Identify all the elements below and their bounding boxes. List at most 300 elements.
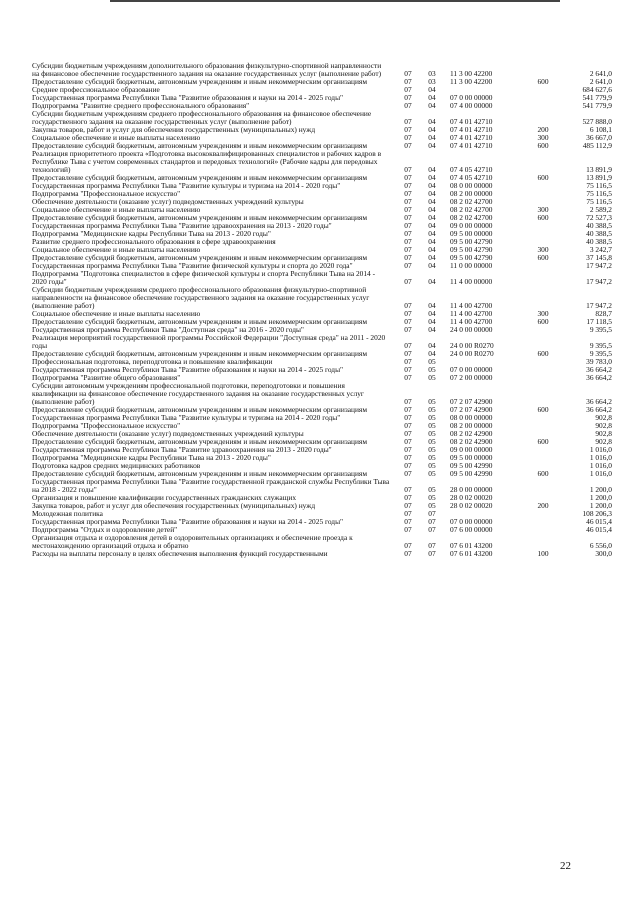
row-name: Среднее профессиональное образование <box>32 85 160 94</box>
row-subsection-code: 05 <box>428 469 436 478</box>
row-name: Предоставление субсидий бюджетным, автономным учреждениям и иным некоммерческим организациям <box>32 213 368 222</box>
row-section-code: 07 <box>404 325 412 334</box>
row-amount: 1 016,0 <box>589 445 612 454</box>
row-target-article: 07 0 00 00000 <box>450 517 493 526</box>
row-amount: 1 200,0 <box>589 501 612 510</box>
row-target-article: 07 0 00 00000 <box>450 365 493 374</box>
row-target-article: 07 4 01 42710 <box>450 133 493 142</box>
row-expense-type <box>528 150 558 174</box>
row-name: Организация и повышение квалификации государственных гражданских служащих <box>32 493 297 502</box>
row-amount: 1 200,0 <box>589 485 612 494</box>
row-name: Государственная программа Республики Тыва "Развитие культуры и туризма на 2014 - 2020 годы" <box>32 413 341 422</box>
row-name: Государственная программа Республики Тыва "Развитие образования и науки на 2014 - 2025 годы" <box>32 517 344 526</box>
row-name: Государственная программа Республики Тыва "Развитие культуры и туризма на 2014 - 2020 годы" <box>32 181 341 190</box>
row-expense-type: 600 <box>537 253 549 262</box>
row-subsection-code: 04 <box>428 205 436 214</box>
row-amount: 684 627,6 <box>582 85 612 94</box>
row-amount: 828,7 <box>595 309 612 318</box>
row-amount: 541 779,9 <box>582 101 612 110</box>
row-target-article: 08 0 00 00000 <box>450 181 493 190</box>
row-expense-type: 600 <box>537 349 549 358</box>
row-amount: 6 108,1 <box>589 125 612 134</box>
row-target-article: 08 0 00 00000 <box>450 413 493 422</box>
row-target-article: 09 5 00 42990 <box>450 469 493 478</box>
row-name: Предоставление субсидий бюджетным, автономным учреждениям и иным некоммерческим организациям <box>32 405 368 414</box>
row-target-article: 07 6 01 43200 <box>450 541 493 550</box>
row-subsection-code: 04 <box>428 277 436 286</box>
row-amount: 1 016,0 <box>589 453 612 462</box>
row-subsection-code: 07 <box>428 541 436 550</box>
row-expense-type <box>528 230 558 238</box>
row-amount: 6 556,0 <box>589 541 612 550</box>
row-section-code: 07 <box>404 125 412 134</box>
row-expense-type: 600 <box>537 405 549 414</box>
row-name: Подготовка кадров средних медицинских работников <box>32 461 201 470</box>
row-section-code: 07 <box>404 117 412 126</box>
row-target-article: 11 3 00 42200 <box>450 69 493 78</box>
row-section-code: 07 <box>404 525 412 534</box>
row-section-code: 07 <box>404 77 412 86</box>
row-target-article: 08 2 02 42700 <box>450 197 493 206</box>
row-target-article: 09 0 00 00000 <box>450 445 493 454</box>
row-section-code: 07 <box>404 453 412 462</box>
row-name: Подпрограмма "Развитие общего образования" <box>32 373 181 382</box>
row-target-article: 09 5 00 42790 <box>450 237 493 246</box>
table-row <box>32 382 612 406</box>
row-amount: 72 527,3 <box>586 213 612 222</box>
row-target-article: 28 0 00 00000 <box>450 485 493 494</box>
row-name: Предоставление субсидий бюджетным, автономным учреждениям и иным некоммерческим организациям <box>32 253 368 262</box>
row-amount: 75 116,5 <box>586 189 612 198</box>
row-target-article: 08 2 02 42700 <box>450 213 493 222</box>
row-amount: 902,8 <box>595 421 612 430</box>
row-subsection-code: 04 <box>428 325 436 334</box>
row-section-code: 07 <box>404 277 412 286</box>
row-expense-type <box>528 422 558 430</box>
row-subsection-code: 03 <box>428 69 436 78</box>
row-name: Обеспечение деятельности (оказание услуг) подведомственных учреждений культуры <box>32 429 304 438</box>
row-name: Подпрограмма "Подготовка специалистов в сфере физической культуры и спорта Республики Тыва на 2014 - 2020 годы" <box>32 269 376 286</box>
row-name: Предоставление субсидий бюджетным, автономным учреждениям и иным некоммерческим организациям <box>32 469 368 478</box>
table-row <box>32 286 612 310</box>
row-section-code: 07 <box>404 517 412 526</box>
row-expense-type <box>528 102 558 110</box>
row-name: Субсидии бюджетным учреждениям среднего профессионального образования физкультурно-спортивной направленности на финансовое обеспечение государственного задания на оказание государственных услуг (выполнение работ) <box>32 285 370 310</box>
row-subsection-code: 05 <box>428 461 436 470</box>
row-subsection-code: 04 <box>428 341 436 350</box>
row-name: Подпрограмма "Медицинские кадры Республики Тыва на 2013 - 2020 годы" <box>32 229 271 238</box>
row-subsection-code: 04 <box>428 125 436 134</box>
row-amount: 36 664,2 <box>586 397 612 406</box>
row-target-article: 11 4 00 00000 <box>450 277 493 286</box>
row-expense-type <box>528 382 558 406</box>
row-target-article: 07 4 05 42710 <box>450 173 493 182</box>
row-amount: 40 388,5 <box>586 229 612 238</box>
row-name: Государственная программа Республики Тыва "Развитие образования и науки на 2014 - 2025 годы" <box>32 93 344 102</box>
row-amount: 2 589,2 <box>589 205 612 214</box>
row-expense-type <box>528 518 558 526</box>
row-name: Субсидии бюджетным учреждениям дополнительного образования физкультурно-спортивной направленности на финансовое обеспечение государственного задания на оказание государственных услуг (выполнение работ) <box>32 61 382 78</box>
row-expense-type <box>528 270 558 286</box>
row-amount: 17 947,2 <box>586 261 612 270</box>
row-subsection-code: 05 <box>428 501 436 510</box>
row-target-article: 24 0 00 R0270 <box>450 349 494 358</box>
row-name: Предоставление субсидий бюджетным, автономным учреждениям и иным некоммерческим организациям <box>32 141 368 150</box>
budget-table <box>32 62 612 558</box>
table-row <box>32 550 612 558</box>
row-subsection-code: 04 <box>428 117 436 126</box>
row-amount: 902,8 <box>595 429 612 438</box>
row-subsection-code: 04 <box>428 197 436 206</box>
row-target-article: 07 2 07 42900 <box>450 397 493 406</box>
row-name: Закупка товаров, работ и услуг для обеспечения государственных (муниципальных) нужд <box>32 125 316 134</box>
row-name: Молодежная политика <box>32 509 103 518</box>
row-amount: 1 016,0 <box>589 461 612 470</box>
row-name: Расходы на выплаты персоналу в целях обеспечения выполнения функций государственными <box>32 549 328 558</box>
row-amount: 3 242,7 <box>589 245 612 254</box>
row-amount: 46 015,4 <box>586 525 612 534</box>
row-name: Государственная программа Республики Тыва "Развитие здравоохранения на 2013 - 2020 годы" <box>32 445 332 454</box>
row-section-code: 07 <box>404 445 412 454</box>
row-target-article: 08 2 02 42900 <box>450 437 493 446</box>
row-section-code: 07 <box>404 93 412 102</box>
row-expense-type <box>528 478 558 494</box>
row-amount: 13 891,9 <box>586 173 612 182</box>
row-name: Социальное обеспечение и иные выплаты населению <box>32 133 201 142</box>
row-section-code: 07 <box>404 469 412 478</box>
row-subsection-code: 04 <box>428 213 436 222</box>
row-section-code: 07 <box>404 549 412 558</box>
row-name: Подпрограмма "Развитие среднего профессионального образования" <box>32 101 250 110</box>
row-subsection-code: 05 <box>428 445 436 454</box>
row-target-article: 09 5 00 00000 <box>450 453 493 462</box>
row-subsection-code: 04 <box>428 309 436 318</box>
row-name: Предоставление субсидий бюджетным, автономным учреждениям и иным некоммерческим организациям <box>32 77 368 86</box>
row-section-code: 07 <box>404 197 412 206</box>
row-name: Субсидии автономным учреждениям профессиональной подготовки, переподготовки и повышения квалификации на финансовое обеспечение государственного задания на оказание государственных услуг (выполнение работ) <box>32 381 364 406</box>
row-amount: 9 395,5 <box>589 325 612 334</box>
row-target-article: 08 2 02 42900 <box>450 429 493 438</box>
row-name: Государственная программа Республики Тыва "Развитие здравоохранения на 2013 - 2020 годы" <box>32 221 332 230</box>
row-section-code: 07 <box>404 405 412 414</box>
row-subsection-code: 04 <box>428 133 436 142</box>
table-row <box>32 270 612 286</box>
top-edge-line <box>110 0 560 2</box>
table-row <box>32 502 612 510</box>
row-expense-type <box>528 222 558 230</box>
row-section-code: 07 <box>404 437 412 446</box>
row-expense-type: 600 <box>537 77 549 86</box>
row-expense-type: 600 <box>537 173 549 182</box>
table-row <box>32 534 612 550</box>
row-amount: 902,8 <box>595 413 612 422</box>
row-amount: 2 641,0 <box>589 69 612 78</box>
row-target-article: 09 5 00 42990 <box>450 461 493 470</box>
row-name: Закупка товаров, работ и услуг для обеспечения государственных (муниципальных) нужд <box>32 501 316 510</box>
row-section-code: 07 <box>404 429 412 438</box>
row-name: Государственная программа Республики Тыва "Доступная среда" на 2016 - 2020 годы" <box>32 325 304 334</box>
row-expense-type <box>528 182 558 190</box>
row-expense-type <box>528 446 558 454</box>
row-amount: 36 664,2 <box>586 373 612 382</box>
row-subsection-code: 04 <box>428 301 436 310</box>
table-row <box>32 478 612 494</box>
row-expense-type: 100 <box>537 549 549 558</box>
row-expense-type <box>528 526 558 534</box>
row-expense-type <box>528 358 558 366</box>
row-subsection-code: 05 <box>428 413 436 422</box>
row-target-article: 08 2 02 42700 <box>450 205 493 214</box>
row-name: Социальное обеспечение и иные выплаты населению <box>32 309 201 318</box>
row-section-code: 07 <box>404 501 412 510</box>
row-subsection-code: 04 <box>428 181 436 190</box>
row-target-article: 07 2 00 00000 <box>450 373 493 382</box>
row-section-code: 07 <box>404 229 412 238</box>
row-expense-type <box>528 110 558 126</box>
row-subsection-code: 05 <box>428 421 436 430</box>
row-target-article: 07 0 00 00000 <box>450 93 493 102</box>
row-section-code: 07 <box>404 413 412 422</box>
row-amount: 37 145,8 <box>586 253 612 262</box>
row-name: Субсидии бюджетным учреждениям среднего профессионального образования на финансовое обеспечение государственного задания на оказание государственных услуг (выполнение работ) <box>32 109 372 126</box>
row-target-article: 09 0 00 00000 <box>450 221 493 230</box>
row-target-article: 07 4 00 00000 <box>450 101 493 110</box>
row-name: Подпрограмма "Профессиональное искусство" <box>32 421 181 430</box>
row-expense-type: 600 <box>537 213 549 222</box>
row-subsection-code: 05 <box>428 405 436 414</box>
row-expense-type: 200 <box>537 501 549 510</box>
row-name: Подпрограмма "Профессиональное искусство" <box>32 189 181 198</box>
table-row <box>32 110 612 126</box>
row-amount: 541 779,9 <box>582 93 612 102</box>
row-target-article: 11 4 00 42700 <box>450 309 493 318</box>
row-name: Подпрограмма "Отдых и оздоровление детей" <box>32 525 178 534</box>
row-section-code: 07 <box>404 221 412 230</box>
table-row <box>32 334 612 350</box>
row-name: Государственная программа Республики Тыва "Развитие образования и науки на 2014 - 2025 годы" <box>32 365 344 374</box>
row-subsection-code: 05 <box>428 437 436 446</box>
row-target-article: 24 0 00 R0270 <box>450 341 494 350</box>
row-subsection-code: 04 <box>428 173 436 182</box>
row-name: Развитие среднего профессионального образования в сфере здравоохранения <box>32 237 276 246</box>
row-target-article: 09 5 00 42790 <box>450 245 493 254</box>
row-expense-type <box>528 366 558 374</box>
row-expense-type: 600 <box>537 141 549 150</box>
row-target-article: 07 4 01 42710 <box>450 117 493 126</box>
row-expense-type: 600 <box>537 469 549 478</box>
row-section-code: 07 <box>404 141 412 150</box>
row-amount: 485 112,9 <box>582 141 612 150</box>
row-amount: 17 947,2 <box>586 301 612 310</box>
row-subsection-code: 03 <box>428 77 436 86</box>
row-section-code: 07 <box>404 541 412 550</box>
row-target-article: 08 2 00 00000 <box>450 189 493 198</box>
row-subsection-code: 04 <box>428 253 436 262</box>
row-name: Предоставление субсидий бюджетным, автономным учреждениям и иным некоммерческим организациям <box>32 317 368 326</box>
row-section-code: 07 <box>404 509 412 518</box>
row-amount: 40 388,5 <box>586 221 612 230</box>
row-name: Профессиональная подготовка, переподготовка и повышение квалификации <box>32 357 273 366</box>
row-expense-type: 300 <box>537 133 549 142</box>
row-expense-type <box>528 262 558 270</box>
row-amount: 46 015,4 <box>586 517 612 526</box>
row-target-article: 07 2 07 42900 <box>450 405 493 414</box>
row-section-code: 07 <box>404 365 412 374</box>
row-expense-type: 200 <box>537 125 549 134</box>
row-expense-type: 600 <box>537 317 549 326</box>
row-expense-type <box>528 454 558 462</box>
row-expense-type: 600 <box>537 437 549 446</box>
row-section-code: 07 <box>404 301 412 310</box>
row-expense-type: 300 <box>537 309 549 318</box>
row-section-code: 07 <box>404 309 412 318</box>
row-section-code: 07 <box>404 261 412 270</box>
row-subsection-code: 05 <box>428 453 436 462</box>
row-section-code: 07 <box>404 349 412 358</box>
row-subsection-code: 04 <box>428 349 436 358</box>
row-subsection-code: 04 <box>428 221 436 230</box>
row-subsection-code: 05 <box>428 357 436 366</box>
row-amount: 9 395,5 <box>589 349 612 358</box>
row-section-code: 07 <box>404 85 412 94</box>
row-name: Организация отдыха и оздоровления детей в оздоровительных организациях и обеспечение проезда к местонахождению организаций отдыха и обратно <box>32 533 353 550</box>
row-section-code: 07 <box>404 493 412 502</box>
row-expense-type <box>528 190 558 198</box>
row-subsection-code: 07 <box>428 517 436 526</box>
row-target-article: 07 6 01 43200 <box>450 549 493 558</box>
row-section-code: 07 <box>404 341 412 350</box>
row-subsection-code: 05 <box>428 365 436 374</box>
row-expense-type <box>528 286 558 310</box>
row-section-code: 07 <box>404 205 412 214</box>
row-subsection-code: 07 <box>428 509 436 518</box>
row-subsection-code: 04 <box>428 237 436 246</box>
row-amount: 75 116,5 <box>586 197 612 206</box>
row-target-article: 11 4 00 42700 <box>450 301 493 310</box>
row-target-article: 07 4 01 42710 <box>450 125 493 134</box>
budget-table-body <box>32 62 612 558</box>
row-amount: 39 783,0 <box>586 357 612 366</box>
row-name: Государственная программа Республики Тыва "Развитие государственной гражданской службы Республики Тыва на 2018 - 2022 годы" <box>32 477 390 494</box>
row-target-article: 09 5 00 42790 <box>450 253 493 262</box>
row-amount: 17 118,5 <box>586 317 612 326</box>
row-amount: 36 667,0 <box>586 133 612 142</box>
row-target-article: 28 0 02 00020 <box>450 501 493 510</box>
row-section-code: 07 <box>404 213 412 222</box>
row-amount: 36 664,2 <box>586 365 612 374</box>
row-name: Реализация приоритетного проекта «Подготовка высококвалифицированных специалистов и рабочих кадров в Республике Тыва с учетом современных стандартов и передовых технологий» (Рабочие кадры для передовых технологий) <box>32 149 382 174</box>
row-subsection-code: 05 <box>428 397 436 406</box>
row-amount: 108 206,3 <box>582 509 612 518</box>
row-expense-type <box>528 510 558 518</box>
row-section-code: 07 <box>404 373 412 382</box>
row-name: Государственная программа Республики Тыва "Развитие физической культуры и спорта до 2020 года" <box>32 261 353 270</box>
row-section-code: 07 <box>404 317 412 326</box>
table-row <box>32 150 612 174</box>
row-name: Предоставление субсидий бюджетным, автономным учреждениям и иным некоммерческим организациям <box>32 173 368 182</box>
row-expense-type <box>528 326 558 334</box>
row-subsection-code: 04 <box>428 165 436 174</box>
row-target-article: 28 0 02 00020 <box>450 493 493 502</box>
row-section-code: 07 <box>404 69 412 78</box>
row-subsection-code: 04 <box>428 317 436 326</box>
row-expense-type <box>528 414 558 422</box>
row-subsection-code: 05 <box>428 429 436 438</box>
row-subsection-code: 05 <box>428 485 436 494</box>
row-section-code: 07 <box>404 173 412 182</box>
row-expense-type <box>528 534 558 550</box>
row-amount: 36 664,2 <box>586 405 612 414</box>
row-section-code: 07 <box>404 101 412 110</box>
row-subsection-code: 04 <box>428 189 436 198</box>
row-section-code: 07 <box>404 461 412 470</box>
row-subsection-code: 07 <box>428 549 436 558</box>
row-subsection-code: 04 <box>428 229 436 238</box>
row-target-article: 07 4 01 42710 <box>450 141 493 150</box>
row-section-code: 07 <box>404 165 412 174</box>
row-target-article: 11 0 00 00000 <box>450 261 493 270</box>
row-expense-type <box>528 374 558 382</box>
row-section-code: 07 <box>404 189 412 198</box>
row-target-article: 08 2 00 00000 <box>450 421 493 430</box>
row-target-article: 07 6 00 00000 <box>450 525 493 534</box>
row-amount: 75 116,5 <box>586 181 612 190</box>
row-name: Предоставление субсидий бюджетным, автономным учреждениям и иным некоммерческим организациям <box>32 349 368 358</box>
row-subsection-code: 05 <box>428 493 436 502</box>
row-subsection-code: 04 <box>428 141 436 150</box>
row-target-article: 09 5 00 00000 <box>450 229 493 238</box>
row-amount: 902,8 <box>595 437 612 446</box>
row-target-article: 07 4 05 42710 <box>450 165 493 174</box>
row-expense-type <box>528 62 558 78</box>
row-subsection-code: 04 <box>428 101 436 110</box>
row-section-code: 07 <box>404 421 412 430</box>
row-target-article: 11 3 00 42200 <box>450 77 493 86</box>
row-amount: 527 888,0 <box>582 117 612 126</box>
row-expense-type: 300 <box>537 245 549 254</box>
row-amount: 17 947,2 <box>586 277 612 286</box>
row-amount: 40 388,5 <box>586 237 612 246</box>
table-row <box>32 62 612 78</box>
row-name: Подпрограмма "Медицинские кадры Республики Тыва на 2013 - 2020 годы" <box>32 453 271 462</box>
row-section-code: 07 <box>404 133 412 142</box>
row-name: Предоставление субсидий бюджетным, автономным учреждениям и иным некоммерческим организациям <box>32 437 368 446</box>
row-section-code: 07 <box>404 485 412 494</box>
row-amount: 2 641,0 <box>589 77 612 86</box>
row-section-code: 07 <box>404 245 412 254</box>
row-name: Реализация мероприятий государственной программы Российской Федерации "Доступная среда" на 2011 - 2020 годы <box>32 333 386 350</box>
row-subsection-code: 04 <box>428 93 436 102</box>
row-section-code: 07 <box>404 397 412 406</box>
row-name: Социальное обеспечение и иные выплаты населению <box>32 245 201 254</box>
row-name: Обеспечение деятельности (оказание услуг) подведомственных учреждений культуры <box>32 197 304 206</box>
row-subsection-code: 07 <box>428 525 436 534</box>
row-subsection-code: 04 <box>428 245 436 254</box>
row-subsection-code: 04 <box>428 85 436 94</box>
row-target-article: 24 0 00 00000 <box>450 325 493 334</box>
row-amount: 300,0 <box>595 549 612 558</box>
row-section-code: 07 <box>404 357 412 366</box>
page-number: 22 <box>560 860 571 872</box>
row-section-code: 07 <box>404 237 412 246</box>
row-amount: 1 016,0 <box>589 469 612 478</box>
row-expense-type <box>528 334 558 350</box>
row-subsection-code: 05 <box>428 373 436 382</box>
row-amount: 13 891,9 <box>586 165 612 174</box>
row-expense-type <box>528 94 558 102</box>
row-expense-type <box>528 86 558 94</box>
row-amount: 9 395,5 <box>589 341 612 350</box>
